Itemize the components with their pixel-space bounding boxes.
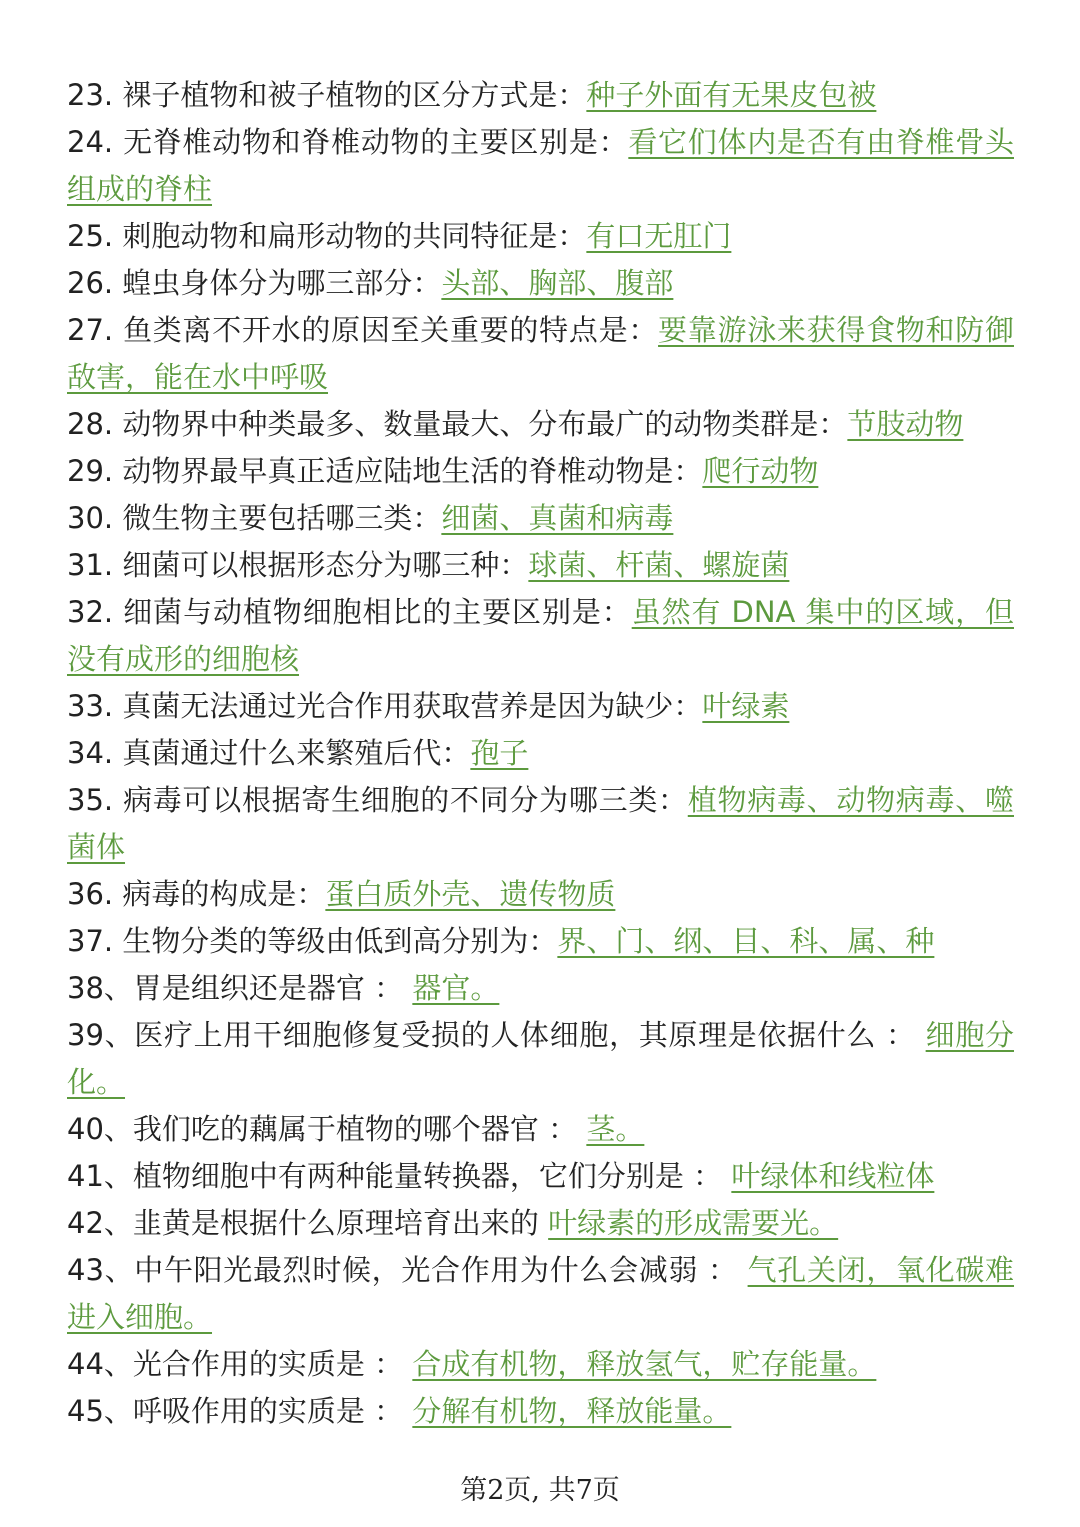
answer-text: 头部、胸部、腹部: [441, 266, 674, 300]
qa-item: [67, 871, 1014, 918]
question-number: 27.: [67, 313, 124, 347]
qa-item: [67, 730, 1014, 777]
question-text: 植物细胞中有两种能量转换器，它们分别是 ：: [132, 1159, 732, 1193]
question-number: 35.: [67, 783, 124, 817]
answer-text: 球菌、杆菌、螺旋菌: [528, 548, 790, 582]
question-number: 45、: [67, 1394, 133, 1428]
answer-text: 叶绿素的形成需要光。: [548, 1206, 839, 1240]
qa-item: [67, 918, 1014, 965]
question-number: 23.: [67, 78, 123, 112]
question-text: 真菌无法通过光合作用获取营养是因为缺少：: [122, 689, 703, 723]
qa-item: [67, 213, 1014, 260]
question-text: 细菌与动植物细胞相比的主要区别是：: [123, 595, 632, 629]
question-number: 30.: [67, 501, 123, 535]
question-text: 裸子植物和被子植物的区分方式是：: [122, 78, 587, 112]
answer-text: 节肢动物: [847, 407, 964, 441]
qa-item: [67, 683, 1014, 730]
question-text: 光合作用的实质是 ：: [132, 1347, 413, 1381]
question-number: 31.: [67, 548, 123, 582]
answer-text: 种子外面有无果皮包被: [586, 78, 877, 112]
answer-text: 植物病毒、动物病毒、噬菌体: [67, 783, 1014, 864]
question-number: 25.: [67, 219, 123, 253]
qa-item: [67, 1012, 1014, 1106]
answer-text: 合成有机物，释放氢气，贮存能量。: [412, 1347, 877, 1381]
question-text: 中午阳光最烈时候，光合作用为什么会减弱 ：: [134, 1253, 748, 1287]
qa-item: [67, 777, 1014, 871]
qa-item: [67, 1106, 1014, 1153]
answer-text: 器官。: [412, 971, 500, 1005]
answer-text: 爬行动物: [702, 454, 819, 488]
qa-item: [67, 542, 1014, 589]
question-text: 微生物主要包括哪三类：: [122, 501, 442, 535]
page-footer: 第2页, 共7页: [460, 1475, 620, 1506]
question-text: 动物界中种类最多、数量最大、分布最广的动物类群是：: [122, 407, 848, 441]
question-number: 32.: [67, 595, 124, 629]
answer-text: 细菌、真菌和病毒: [441, 501, 674, 535]
answer-text: 叶绿素: [702, 689, 790, 723]
qa-item: [67, 589, 1014, 683]
question-text: 动物界最早真正适应陆地生活的脊椎动物是：: [122, 454, 703, 488]
answer-text: 蛋白质外壳、遗传物质: [325, 877, 616, 911]
qa-item: [67, 260, 1014, 307]
question-number: 44、: [67, 1347, 133, 1381]
answer-text: 看它们体内是否有由脊椎骨头组成的脊柱: [67, 125, 1014, 206]
question-text: 我们吃的藕属于植物的哪个器官 ：: [132, 1112, 587, 1146]
question-text: 鱼类离不开水的原因至关重要的特点是：: [123, 313, 659, 347]
qa-item: [67, 119, 1014, 213]
question-number: 28.: [67, 407, 123, 441]
qa-item: [67, 1247, 1014, 1341]
qa-item: [67, 1341, 1014, 1388]
question-text: 胃是组织还是器官 ：: [132, 971, 413, 1005]
question-number: 41、: [67, 1159, 133, 1193]
question-answer-list: [67, 72, 1014, 1435]
qa-item: [67, 448, 1014, 495]
question-text: 韭黄是根据什么原理培育出来的: [132, 1206, 549, 1240]
answer-text: 虽然有 DNA 集中的区域，但没有成形的细胞核: [67, 595, 1014, 676]
answer-text: 要靠游泳来获得食物和防御敌害，能在水中呼吸: [67, 313, 1014, 394]
question-number: 26.: [67, 266, 123, 300]
question-text: 蝗虫身体分为哪三部分：: [122, 266, 442, 300]
question-text: 呼吸作用的实质是 ：: [132, 1394, 413, 1428]
answer-text: 细胞分化。: [67, 1018, 1014, 1099]
question-number: 24.: [67, 125, 124, 159]
question-text: 病毒可以根据寄生细胞的不同分为哪三类：: [123, 783, 688, 817]
question-number: 36.: [67, 877, 123, 911]
qa-item: [67, 495, 1014, 542]
question-number: 29.: [67, 454, 123, 488]
question-text: 医疗上用干细胞修复受损的人体细胞，其原理是依据什么 ：: [134, 1018, 926, 1052]
answer-text: 界、门、纲、目、科、属、种: [557, 924, 935, 958]
answer-text: 茎。: [586, 1112, 645, 1146]
answer-text: 气孔关闭，氧化碳难进入细胞。: [67, 1253, 1015, 1334]
question-number: 43、: [67, 1253, 135, 1287]
qa-item: [67, 72, 1014, 119]
answer-text: 分解有机物，释放能量。: [412, 1394, 732, 1428]
question-number: 39、: [67, 1018, 135, 1052]
answer-text: 孢子: [470, 736, 529, 770]
question-number: 38、: [67, 971, 133, 1005]
qa-item: [67, 1200, 1014, 1247]
question-text: 真菌通过什么来繁殖后代：: [122, 736, 471, 770]
question-number: 33.: [67, 689, 123, 723]
answer-text: 叶绿体和线粒体: [731, 1159, 935, 1193]
question-text: 无脊椎动物和脊椎动物的主要区别是：: [123, 125, 629, 159]
question-text: 刺胞动物和扁形动物的共同特征是：: [122, 219, 587, 253]
qa-item: [67, 401, 1014, 448]
question-text: 病毒的构成是：: [122, 877, 326, 911]
qa-item: [67, 965, 1014, 1012]
question-number: 37.: [67, 924, 123, 958]
qa-item: [67, 1388, 1014, 1435]
question-text: 生物分类的等级由低到高分别为：: [122, 924, 558, 958]
qa-item: [67, 307, 1014, 401]
question-text: 细菌可以根据形态分为哪三种：: [122, 548, 529, 582]
question-number: 40、: [67, 1112, 133, 1146]
qa-item: [67, 1153, 1014, 1200]
answer-text: 有口无肛门: [586, 219, 732, 253]
question-number: 34.: [67, 736, 123, 770]
question-number: 42、: [67, 1206, 133, 1240]
